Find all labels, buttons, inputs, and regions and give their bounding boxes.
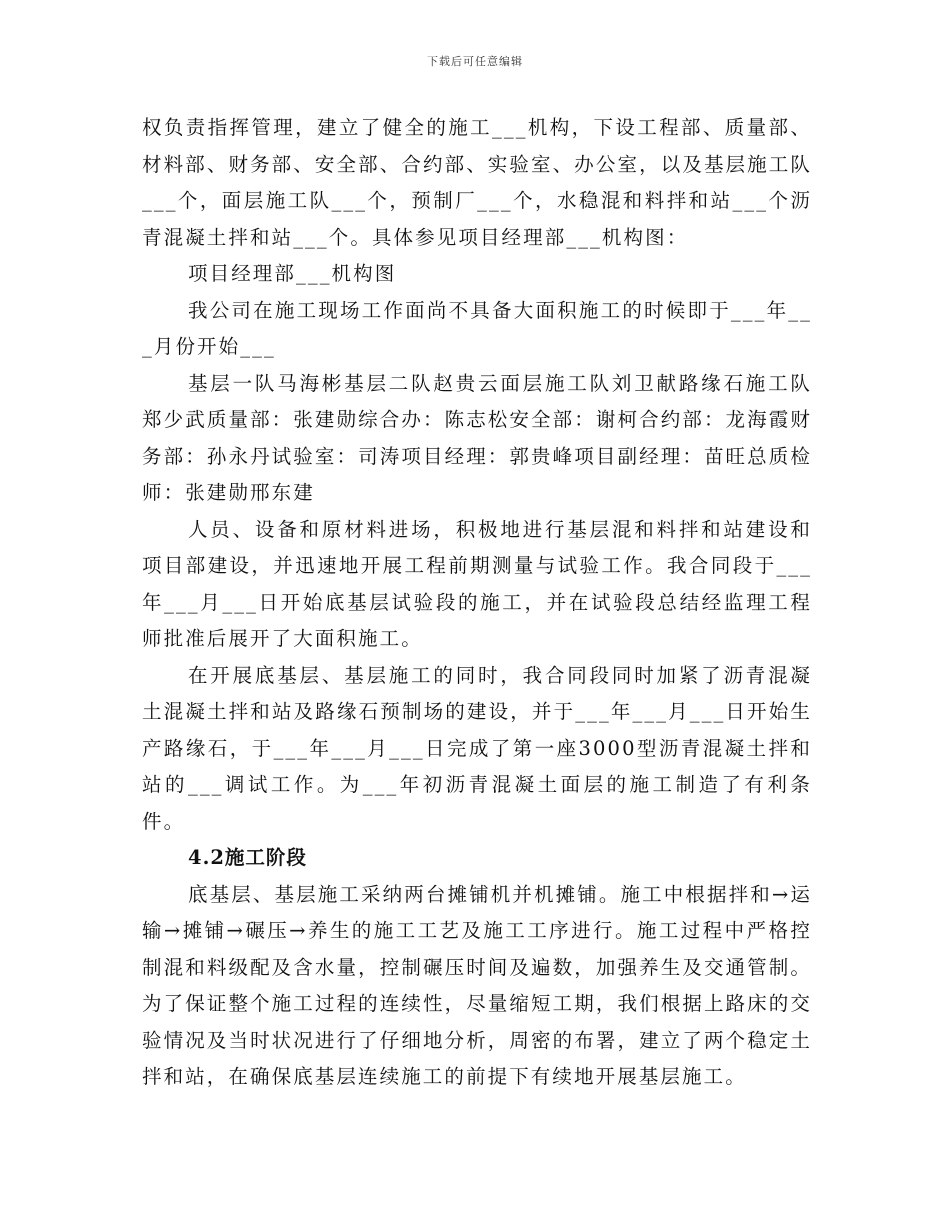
paragraph-org-chart-caption: 项目经理部___机构图 (188, 262, 397, 285)
paragraph-start-date: 我公司在施工现场工作面尚不具备大面积施工的时候即于___年___月份开始___ (142, 298, 812, 358)
paragraph-org-structure: 权负责指挥管理，建立了健全的施工___机构，下设工程部、质量部、材料部、财务部、安全部、合约部、实验室、办公室，以及基层施工队___个，面层施工队___个，预制厂___个，水稳混和料拌和站___个沥青混凝土拌和站___个。具体参见项目经理部___机构图： (142, 116, 812, 249)
page-header: 下载后可任意编辑 (427, 55, 523, 68)
paragraph-construction-stage: 底基层、基层施工采纳两台摊铺机并机摊铺。施工中根据拌和→运输→摊铺→碾压→养生的施工工艺及施工工序进行。施工过程中严格控制混和料级配及含水量，控制碾压时间及遍数，加强养生及交通管制。为了保证整个施工过程的连续性，尽量缩短工期，我们根据上路床的交验情况及当时状况进行了仔细地分析，周密的布署，建立了两个稳定土拌和站，在确保底基层连续施工的前提下有续地开展基层施工。 (142, 882, 812, 1088)
paragraph-asphalt-plant: 在开展底基层、基层施工的同时，我合同段同时加紧了沥青混凝土混凝土拌和站及路缘石预制场的建设，并于___年___月___日开始生产路缘石，于___年___月___日完成了第一座3000型沥青混凝土拌和站的___调试工作。为___年初沥青混凝土面层的施工制造了有利条件。 (142, 663, 812, 833)
paragraph-team-list: 基层一队马海彬基层二队赵贵云面层施工队刘卫献路缘石施工队郑少武质量部：张建勋综合办：陈志松安全部：谢柯合约部：龙海霞财务部：孙永丹试验室：司涛项目经理：郭贵峰项目副经理：苗旺总质检师：张建勋邢东建 (142, 371, 812, 504)
paragraph-mobilization: 人员、设备和原材料进场，积极地进行基层混和料拌和站建设和项目部建设，并迅速地开展工程前期测量与试验工作。我合同段于___年___月___日开始底基层试验段的施工，并在试验段总结经监理工程师批准后展开了大面积施工。 (142, 517, 812, 650)
section-heading: 4.2施工阶段 (188, 846, 307, 869)
document-body (142, 110, 812, 1096)
